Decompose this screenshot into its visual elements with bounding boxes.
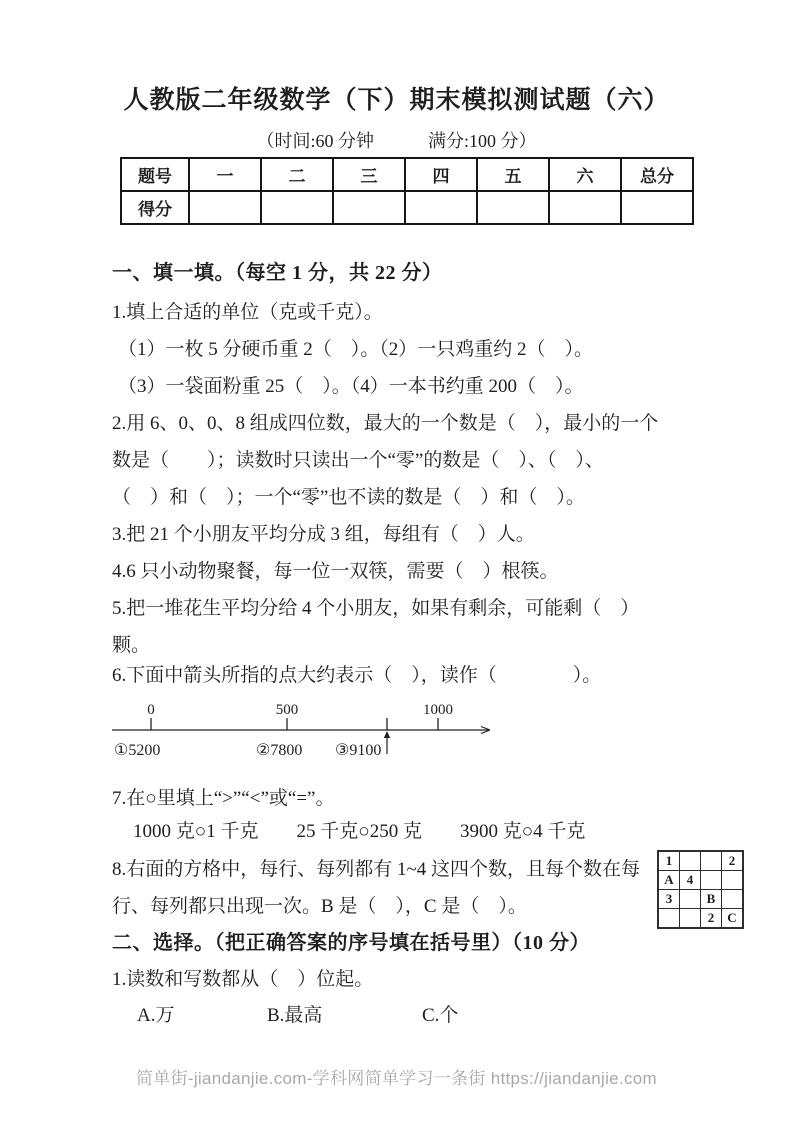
page-subtitle: （时间:60 分钟 满分:100 分）	[256, 131, 537, 151]
score-table-col-6: 六	[549, 158, 621, 191]
grid-cell	[658, 909, 680, 929]
grid-cell	[701, 871, 722, 890]
score-table-col-3: 三	[333, 158, 405, 191]
score-table	[120, 157, 694, 225]
page-title: 人教版二年级数学（下）期末模拟测试题（六）	[123, 87, 670, 114]
score-table-header-row	[121, 158, 693, 191]
question-3: 3.把 21 个小朋友平均分成 3 组，每组有（ ）人。	[112, 524, 535, 545]
score-cell	[189, 191, 261, 224]
grid-cell	[680, 890, 701, 909]
score-table-col-5: 五	[477, 158, 549, 191]
grid-cell: 3	[658, 890, 680, 909]
score-cell	[261, 191, 333, 224]
section-2-question-1: 1.读数和写数都从（ ）位起。	[112, 969, 374, 990]
number-line-option-3: ③9100	[335, 742, 382, 759]
score-table-col-2: 二	[261, 158, 333, 191]
question-7-line-1: 7.在○里填上“>”“<”或“=”。	[112, 788, 335, 809]
choice-option-a: A.万	[137, 1005, 175, 1026]
number-line-figure	[110, 700, 505, 764]
question-5-line-1: 5.把一堆花生平均分给 4 个小朋友，如果有剩余，可能剩（ ）	[112, 598, 640, 619]
tick-label-1000: 1000	[423, 702, 453, 718]
question-1-line-2: （1）一枚 5 分硬币重 2（ ）。（2）一只鸡重约 2（ ）。	[118, 339, 594, 360]
question-8-line-2: 行、每列都只出现一次。B 是（ ），C 是（ ）。	[112, 896, 527, 917]
tick-label-500: 500	[275, 702, 299, 718]
grid-cell	[701, 851, 722, 871]
grid-row	[658, 871, 743, 890]
question-2-line-2: 数是（ ）；读数时只读出一个“零”的数是（ ）、（ ）、	[112, 450, 604, 471]
grid-row	[658, 909, 743, 929]
grid-cell: 2	[701, 909, 722, 929]
section-1-heading: 一、填一填。（每空 1 分，共 22 分）	[112, 262, 443, 284]
question-2-line-3: （ ）和（ ）；一个“零”也不读的数是（ ）和（ ）。	[112, 487, 585, 508]
question-1-line-3: （3）一袋面粉重 25（ ）。（4）一本书约重 200（ ）。	[118, 376, 584, 397]
score-table-corner: 题号	[121, 158, 189, 191]
score-table-score-row	[121, 191, 693, 224]
tick-label-0: 0	[147, 702, 155, 718]
score-table-col-total: 总分	[621, 158, 693, 191]
choice-option-b: B.最高	[267, 1005, 323, 1026]
question-7-line-2: 1000 克○1 千克 25 千克○250 克 3900 克○4 千克	[133, 821, 586, 842]
question-4: 4.6 只小动物聚餐，每一位一双筷，需要（ ）根筷。	[112, 561, 559, 582]
question-8-line-1: 8.右面的方格中，每行、每列都有 1~4 这四个数，且每个数在每	[112, 859, 641, 880]
choice-option-c: C.个	[422, 1005, 459, 1026]
question-1-line-1: 1.填上合适的单位（克或千克）。	[112, 302, 383, 323]
grid-cell	[680, 851, 701, 871]
grid-row	[658, 890, 743, 909]
grid-cell	[722, 871, 744, 890]
grid-cell: A	[658, 871, 680, 890]
number-line-option-1: ①5200	[114, 742, 161, 759]
score-row-label: 得分	[121, 191, 189, 224]
score-cell	[621, 191, 693, 224]
score-cell	[333, 191, 405, 224]
score-table-col-4: 四	[405, 158, 477, 191]
section-2-heading: 二、选择。（把正确答案的序号填在括号里）（10 分）	[112, 932, 590, 954]
score-cell	[405, 191, 477, 224]
up-arrow-head-icon	[384, 731, 390, 738]
grid-cell: 1	[658, 851, 680, 871]
grid-cell: B	[701, 890, 722, 909]
question-5-line-2: 颗。	[112, 635, 151, 656]
number-line-option-2: ②7800	[256, 742, 303, 759]
grid-cell: 2	[722, 851, 744, 871]
question-2-line-1: 2.用 6、0、0、8 组成四位数，最大的一个数是（ ），最小的一个	[112, 413, 659, 434]
grid-cell: C	[722, 909, 744, 929]
question-6: 6.下面中箭头所指的点大约表示（ ），读作（ ）。	[112, 665, 602, 686]
grid-cell: 4	[680, 871, 701, 890]
q8-number-grid	[657, 850, 744, 929]
grid-row	[658, 851, 743, 871]
score-cell	[477, 191, 549, 224]
footer-watermark: 简单街-jiandanjie.com-学科网简单学习一条街 https://jiandanjie.com	[135, 1069, 658, 1088]
score-table-col-1: 一	[189, 158, 261, 191]
grid-cell	[722, 890, 744, 909]
grid-cell	[680, 909, 701, 929]
score-cell	[549, 191, 621, 224]
